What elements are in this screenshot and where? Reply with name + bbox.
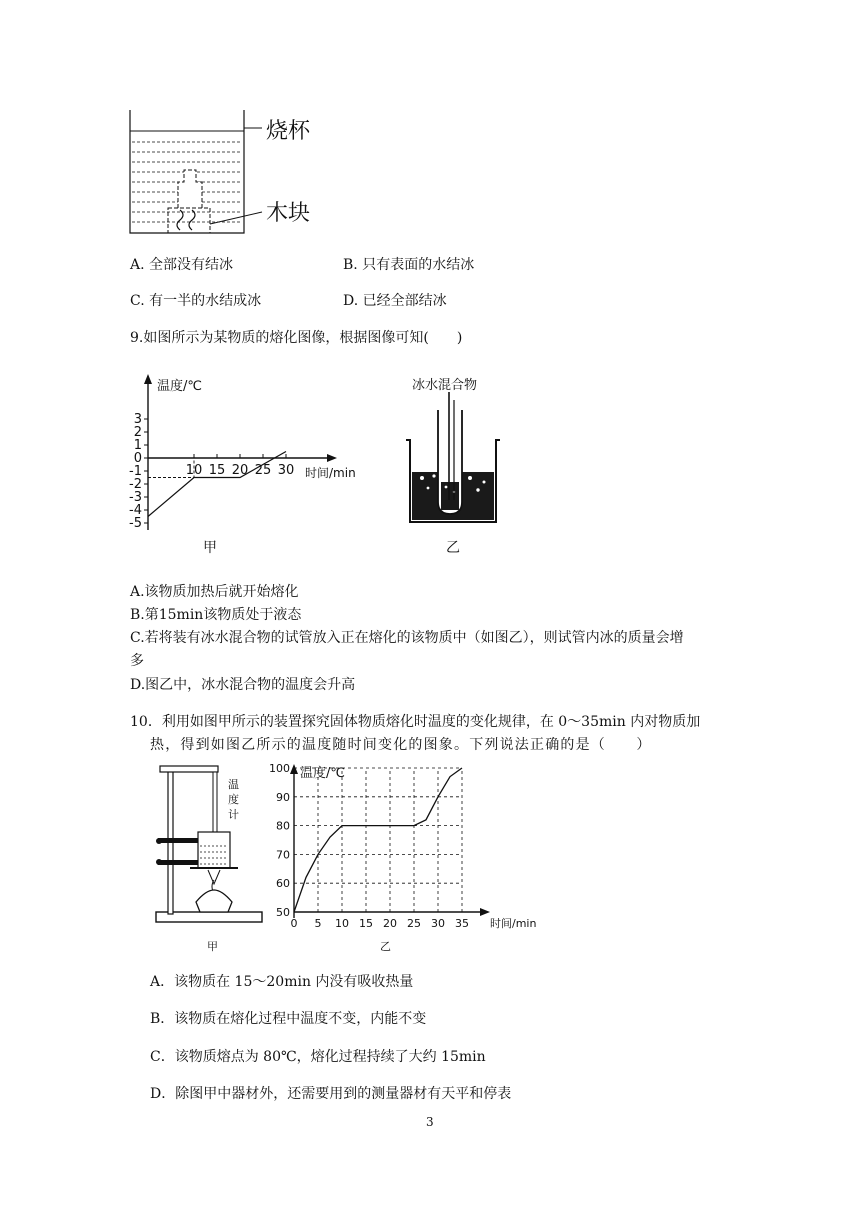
q9-x-tick-label: 10: [185, 463, 203, 478]
q8-figure: [120, 100, 350, 250]
q9-y-tick-label: -3: [129, 490, 142, 505]
q10-x-tick-label: 10: [335, 917, 349, 930]
beaker-diagram: [120, 100, 350, 250]
q10-series-line: [294, 768, 462, 912]
q10-option-d: D．除图甲中器材外，还需要用到的测量器材有天平和停表: [150, 1086, 512, 1102]
q10-y-tick-label: 90: [276, 790, 290, 804]
q10-grid: [294, 768, 462, 912]
q9-x-axis-arrow: [327, 454, 337, 462]
q10-x-tick-label: 20: [383, 917, 397, 930]
q9-ylabel: 温度/℃: [157, 379, 202, 394]
q10-x-tick-label: 30: [431, 917, 445, 930]
ice-water-diagram: [400, 372, 510, 532]
block-label: 木块: [266, 201, 311, 226]
q10-y-axis-arrow: [290, 764, 298, 774]
q9-y-tick-label: -2: [129, 477, 142, 492]
q9-caption-yi: 乙: [446, 540, 460, 556]
q10-stem-line2: 热，得到如图乙所示的温度随时间变化的图象。下列说法正确的是（ ）: [150, 737, 652, 753]
q10-x-tick-label: 35: [455, 917, 469, 930]
q8-option-a: A. 全部没有结冰: [130, 257, 234, 273]
beaker-label: 烧杯: [266, 119, 311, 144]
thermometer-label-3: 计: [228, 808, 239, 821]
q9-series-line: [148, 452, 286, 517]
q10-option-c: C．该物质熔点为 80℃，熔化过程持续了大约 15min: [150, 1049, 486, 1065]
q10-option-b: B．该物质在熔化过程中温度不变，内能不变: [150, 1011, 427, 1027]
q10-y-tick-label: 100: [269, 762, 290, 775]
q10-xlabel: 时间/min: [490, 917, 537, 930]
q8-option-b: B. 只有表面的水结冰: [343, 257, 475, 273]
thermometer-label-2: 度: [228, 793, 239, 806]
q10-stem-line1: 10．利用如图甲所示的装置探究固体物质熔化时温度的变化规律，在 0～35min 内对物质加: [130, 714, 701, 730]
q10-ylabel: 温度/℃: [300, 766, 345, 781]
heating-apparatus-diagram: [150, 762, 270, 932]
q10-option-a: A．该物质在 15～20min 内没有吸收热量: [150, 974, 414, 990]
q9-option-b: B.第15min该物质处于液态: [130, 607, 302, 623]
q10-y-ticks: [269, 762, 290, 919]
q8-option-d: D. 已经全部结冰: [343, 293, 447, 309]
q10-chart-svg: [262, 760, 547, 935]
q10-x-tick-label: 5: [314, 917, 322, 930]
q9-x-tick-label: 30: [277, 463, 295, 478]
q10-y-tick-label: 60: [276, 877, 290, 891]
q8-option-c: C. 有一半的水结成冰: [130, 293, 262, 309]
q10-apparatus: [150, 762, 270, 932]
q10-x-tick-label: 25: [407, 917, 421, 930]
q10-x-axis-arrow: [480, 908, 490, 916]
q9-y-tick-label: -4: [129, 503, 142, 518]
q9-y-tick-label: 0: [133, 451, 142, 466]
q10-x-tick-label: 15: [359, 917, 373, 930]
q10-y-tick-label: 50: [276, 906, 290, 919]
q9-chart-svg: [125, 370, 375, 535]
q9-y-tick-label: 3: [133, 412, 142, 427]
q9-ice-water-label: 冰水混合物: [412, 378, 478, 393]
page-number: 3: [426, 1115, 434, 1129]
q10-caption-yi: 乙: [380, 940, 391, 953]
q9-chart-jia: [125, 370, 375, 535]
q10-x-ticks: [291, 917, 470, 930]
q9-figure-yi: [400, 372, 510, 532]
q9-stem: 9.如图所示为某物质的熔化图像，根据图像可知( ): [130, 330, 463, 346]
q9-y-tick-label: -1: [129, 464, 142, 479]
q9-option-c-cont: 多: [130, 653, 144, 669]
q9-y-ticks: [129, 412, 148, 531]
q9-y-tick-label: -5: [129, 516, 142, 531]
q9-x-tick-label: 20: [231, 463, 249, 478]
q9-option-d: D.图乙中，冰水混合物的温度会升高: [130, 677, 356, 693]
thermometer-label-1: 温: [228, 778, 239, 791]
q9-x-tick-label: 25: [254, 463, 272, 478]
q9-x-tick-label: 15: [208, 463, 226, 478]
q10-caption-jia: 甲: [207, 940, 218, 953]
q9-y-tick-label: 2: [133, 425, 142, 440]
q9-y-tick-label: 1: [133, 438, 142, 453]
q10-y-tick-label: 80: [276, 819, 290, 833]
q9-xlabel: 时间/min: [305, 466, 356, 480]
q9-option-a: A.该物质加热后就开始熔化: [130, 584, 299, 600]
q10-chart-yi: [262, 760, 547, 935]
q9-y-axis-arrow: [144, 374, 152, 384]
q9-caption-jia: 甲: [203, 540, 217, 556]
q10-y-tick-label: 70: [276, 848, 290, 862]
q10-x-tick-label: 0: [290, 917, 298, 930]
q9-option-c: C.若将装有冰水混合物的试管放入正在熔化的该物质中（如图乙），则试管内冰的质量会增: [130, 630, 684, 646]
